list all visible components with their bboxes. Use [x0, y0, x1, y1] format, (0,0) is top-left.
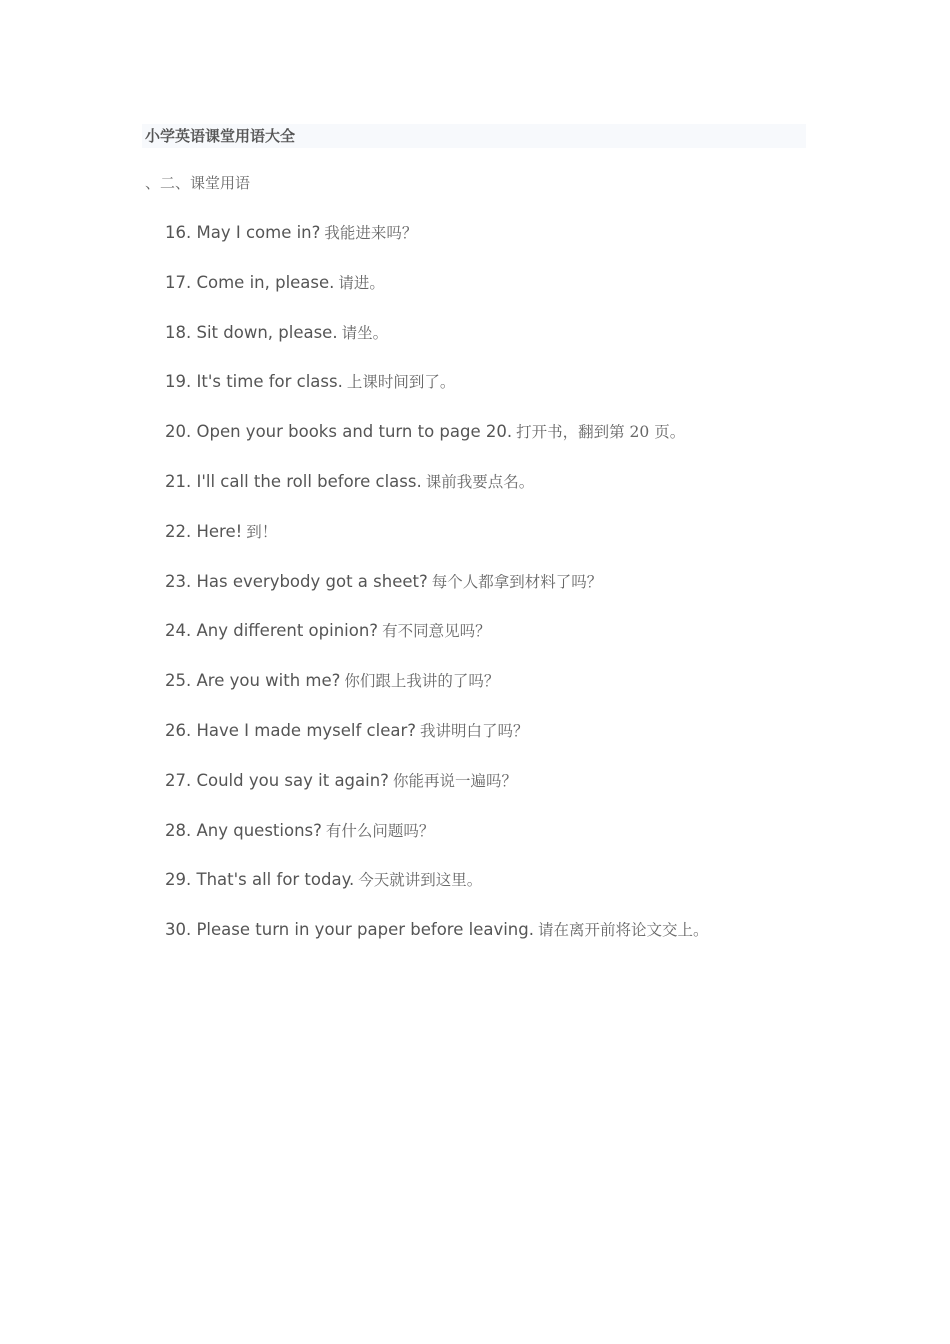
phrase-chinese: 我讲明白了吗？ [420, 721, 529, 740]
phrase-item [165, 670, 709, 720]
phrase-chinese: 请进。 [338, 273, 385, 292]
phrase-chinese: 课前我要点名。 [425, 472, 535, 491]
phrase-item [165, 919, 709, 969]
phrase-chinese: 我能进来吗？ [324, 224, 418, 242]
phrase-item [165, 770, 709, 820]
phrase-item [165, 272, 709, 322]
phrase-english: 17. Come in, please. [165, 272, 335, 292]
phrase-chinese: 到！ [246, 522, 278, 541]
phrase-item [165, 869, 709, 919]
phrase-chinese: 你们跟上我讲的了吗？ [344, 672, 500, 691]
phrase-chinese: 请坐。 [341, 323, 389, 342]
phrase-item [165, 620, 709, 670]
phrase-chinese: 有什么问题吗？ [325, 821, 435, 840]
phrase-english: 27. Could you say it again? [165, 770, 389, 790]
phrase-item [165, 471, 709, 521]
phrase-item [165, 222, 709, 272]
phrase-item [165, 820, 709, 870]
phrase-chinese: 上课时间到了。 [346, 373, 456, 392]
phrase-english: 19. It's time for class. [165, 372, 343, 392]
phrase-english: 22. Here! [165, 521, 243, 541]
phrase-item [165, 421, 709, 471]
phrase-item [165, 322, 709, 372]
phrase-chinese: 有不同意见吗？ [382, 622, 491, 641]
phrase-english: 18. Sit down, please. [165, 322, 338, 342]
section-heading: 、二、课堂用语 [145, 174, 251, 192]
phrase-item [165, 571, 709, 621]
phrase-english: 30. Please turn in your paper before leaving. [165, 920, 534, 940]
phrase-english: 26. Have I made myself clear? [165, 720, 417, 740]
phrase-english: 16. May I come in? [165, 223, 321, 242]
phrase-english: 24. Any different opinion? [165, 621, 379, 641]
document-title: 小学英语课堂用语大全 [145, 127, 296, 145]
phrase-english: 29. That's all for today. [165, 870, 355, 890]
phrase-english: 21. I'll call the roll before class. [165, 471, 422, 491]
phrase-item [165, 521, 709, 571]
phrase-chinese: 今天就讲到这里。 [358, 871, 483, 890]
phrase-english: 25. Are you with me? [165, 671, 341, 691]
phrase-item [165, 720, 709, 770]
phrase-english: 28. Any questions? [165, 820, 322, 840]
phrase-english: 23. Has everybody got a sheet? [165, 571, 428, 591]
phrase-chinese: 打开书，翻到第 20 页。 [516, 423, 686, 442]
phrase-chinese: 你能再说一遍吗？ [392, 771, 517, 790]
phrase-chinese: 请在离开前将论文交上。 [538, 921, 709, 940]
phrase-list [165, 222, 709, 969]
phrase-item [165, 371, 709, 421]
phrase-chinese: 每个人都拿到材料了吗？ [431, 572, 603, 591]
phrase-english: 20. Open your books and turn to page 20. [165, 422, 513, 442]
